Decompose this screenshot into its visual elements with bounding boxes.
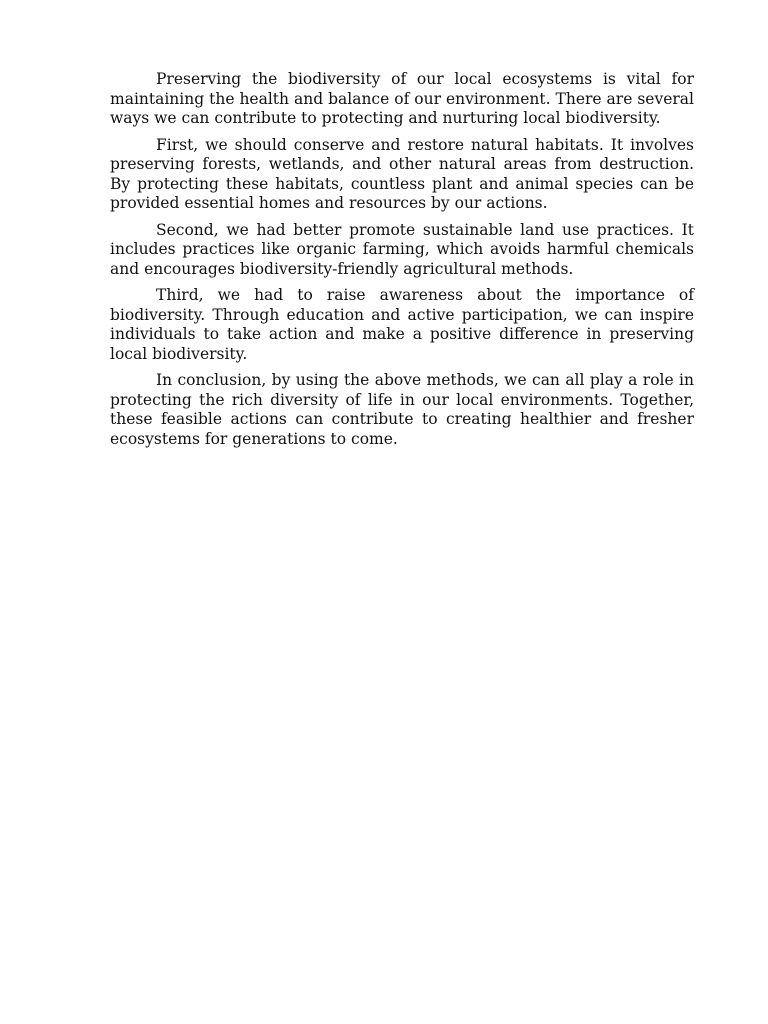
paragraph-third: Third, we had to raise awareness about the importance of biodiversity. Through education and active participation, we can inspire individuals to take action and make a positive difference in preserving local biodiversity. xyxy=(110,286,694,363)
paragraph-conclusion: In conclusion, by using the above methods, we can all play a role in protecting the rich diversity of life in our local environments. Together, these feasible actions can contribute to creating healthier and fresher ecosystems for generations to come. xyxy=(110,371,694,448)
document-body xyxy=(110,70,694,456)
paragraph-intro: Preserving the biodiversity of our local ecosystems is vital for maintaining the health and balance of our environment. There are several ways we can contribute to protecting and nurturing local biodiversity. xyxy=(110,70,694,127)
paragraph-first: First, we should conserve and restore natural habitats. It involves preserving forests, wetlands, and other natural areas from destruction. By protecting these habitats, countless plant and animal species can be provided essential homes and resources by our actions. xyxy=(110,135,694,212)
paragraph-second: Second, we had better promote sustainable land use practices. It includes practices like organic farming, which avoids harmful chemicals and encourages biodiversity-friendly agricultural methods. xyxy=(110,220,694,278)
